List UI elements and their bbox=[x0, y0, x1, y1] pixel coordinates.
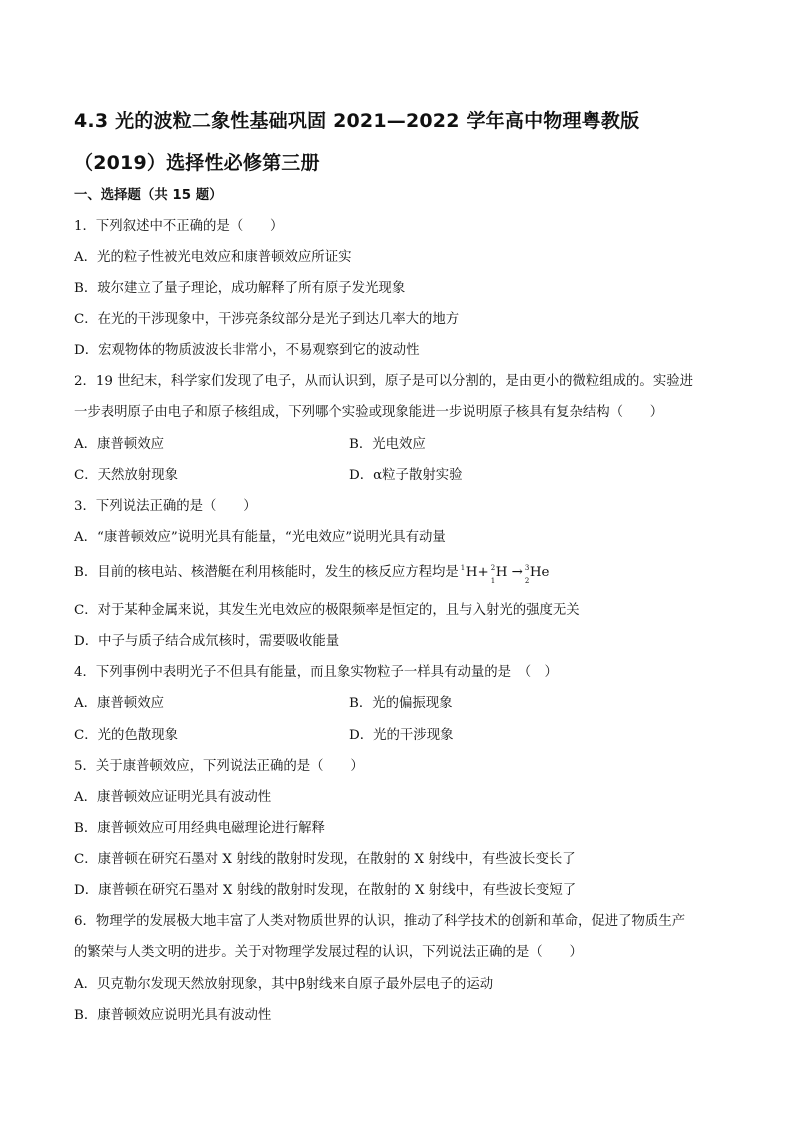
question-3-option-c: C．对于某种金属来说，其发生光电效应的极限频率是恒定的，且与入射光的强度无关 bbox=[74, 603, 580, 618]
question-4-stem: 4．下列事例中表明光子不但具有能量，而且象实物粒子一样具有动量的是 （ ） bbox=[74, 665, 558, 680]
question-6-option-b: B．康普顿效应说明光具有波动性 bbox=[74, 1008, 272, 1023]
question-2-stem-line-1: 2．19 世纪末，科学家们发现了电子，从而认识到，原子是可以分割的，是由更小的微粒组成的。实验进 bbox=[74, 374, 693, 389]
question-1-option-d: D．宏观物体的物质波波长非常小，不易观察到它的波动性 bbox=[74, 343, 420, 358]
reaction-arrow: → bbox=[511, 565, 523, 580]
question-5-option-d: D．康普顿在研究石墨对 X 射线的散射时发现，在散射的 X 射线中，有些波长变短了 bbox=[74, 883, 577, 898]
question-1-option-b: B．玻尔建立了量子理论，成功解释了所有原子发光现象 bbox=[74, 281, 406, 296]
question-1-option-c: C．在光的干涉现象中，干涉亮条纹部分是光子到达几率大的地方 bbox=[74, 312, 460, 327]
question-6-option-a: A．贝克勒尔发现天然放射现象，其中β射线来自原子最外层电子的运动 bbox=[74, 977, 494, 992]
question-4-option-d: D．光的干涉现象 bbox=[349, 728, 454, 743]
question-3-option-b bbox=[74, 564, 734, 585]
question-5-option-c: C．康普顿在研究石墨对 X 射线的散射时发现，在散射的 X 射线中，有些波长变长了 bbox=[74, 852, 576, 867]
question-2-option-b: B．光电效应 bbox=[349, 437, 426, 452]
question-4-option-c: C．光的色散现象 bbox=[74, 728, 178, 743]
document-title-line-1: 4.3 光的波粒二象性基础巩固 2021—2022 学年高中物理粤教版 bbox=[74, 110, 640, 132]
question-2-stem-line-2: 一步表明原子由电子和原子核组成，下列哪个实验或现象能进一步说明原子核具有复杂结构（ ） bbox=[74, 405, 664, 420]
question-5-option-b: B．康普顿效应可用经典电磁理论进行解释 bbox=[74, 821, 325, 836]
question-4-option-b: B．光的偏振现象 bbox=[349, 696, 453, 711]
question-2-option-d: D．α粒子散射实验 bbox=[349, 468, 463, 483]
question-6-stem-line-1: 6．物理学的发展极大地丰富了人类对物质世界的认识，推动了科学技术的创新和革命，促进了物质生产 bbox=[74, 914, 686, 929]
hydrogen-1: 1 H+ bbox=[460, 564, 489, 580]
question-5-option-a: A．康普顿效应证明光具有波动性 bbox=[74, 790, 272, 805]
question-3-option-a: A．“康普顿效应”说明光具有能量，“光电效应”说明光具有动量 bbox=[74, 530, 446, 545]
question-2-option-a: A．康普顿效应 bbox=[74, 437, 165, 452]
question-3-stem: 3．下列说法正确的是（ ） bbox=[74, 499, 257, 514]
helium-3: 3 2 He bbox=[524, 564, 550, 585]
document-title-line-2: （2019）选择性必修第三册 bbox=[74, 152, 320, 174]
question-4-option-a: A．康普顿效应 bbox=[74, 696, 165, 711]
question-1-option-a: A．光的粒子性被光电效应和康普顿效应所证实 bbox=[74, 250, 352, 265]
hydrogen-2: 2 1 H bbox=[490, 564, 508, 585]
nuclear-reaction-formula bbox=[459, 564, 550, 585]
question-6-stem-line-2: 的繁荣与人类文明的进步。关于对物理学发展过程的认识，下列说法正确的是（ ） bbox=[74, 945, 583, 960]
question-5-stem: 5．关于康普顿效应，下列说法正确的是（ ） bbox=[74, 759, 364, 774]
section-heading: 一、选择题（共 15 题） bbox=[74, 188, 223, 203]
question-2-option-c: C．天然放射现象 bbox=[74, 468, 178, 483]
question-1-stem: 1．下列叙述中不正确的是（ ） bbox=[74, 219, 284, 234]
question-3-option-d: D．中子与质子结合成氘核时，需要吸收能量 bbox=[74, 634, 340, 649]
question-3-option-b-text: B．目前的核电站、核潜艇在利用核能时，发生的核反应方程均是 bbox=[74, 565, 459, 580]
